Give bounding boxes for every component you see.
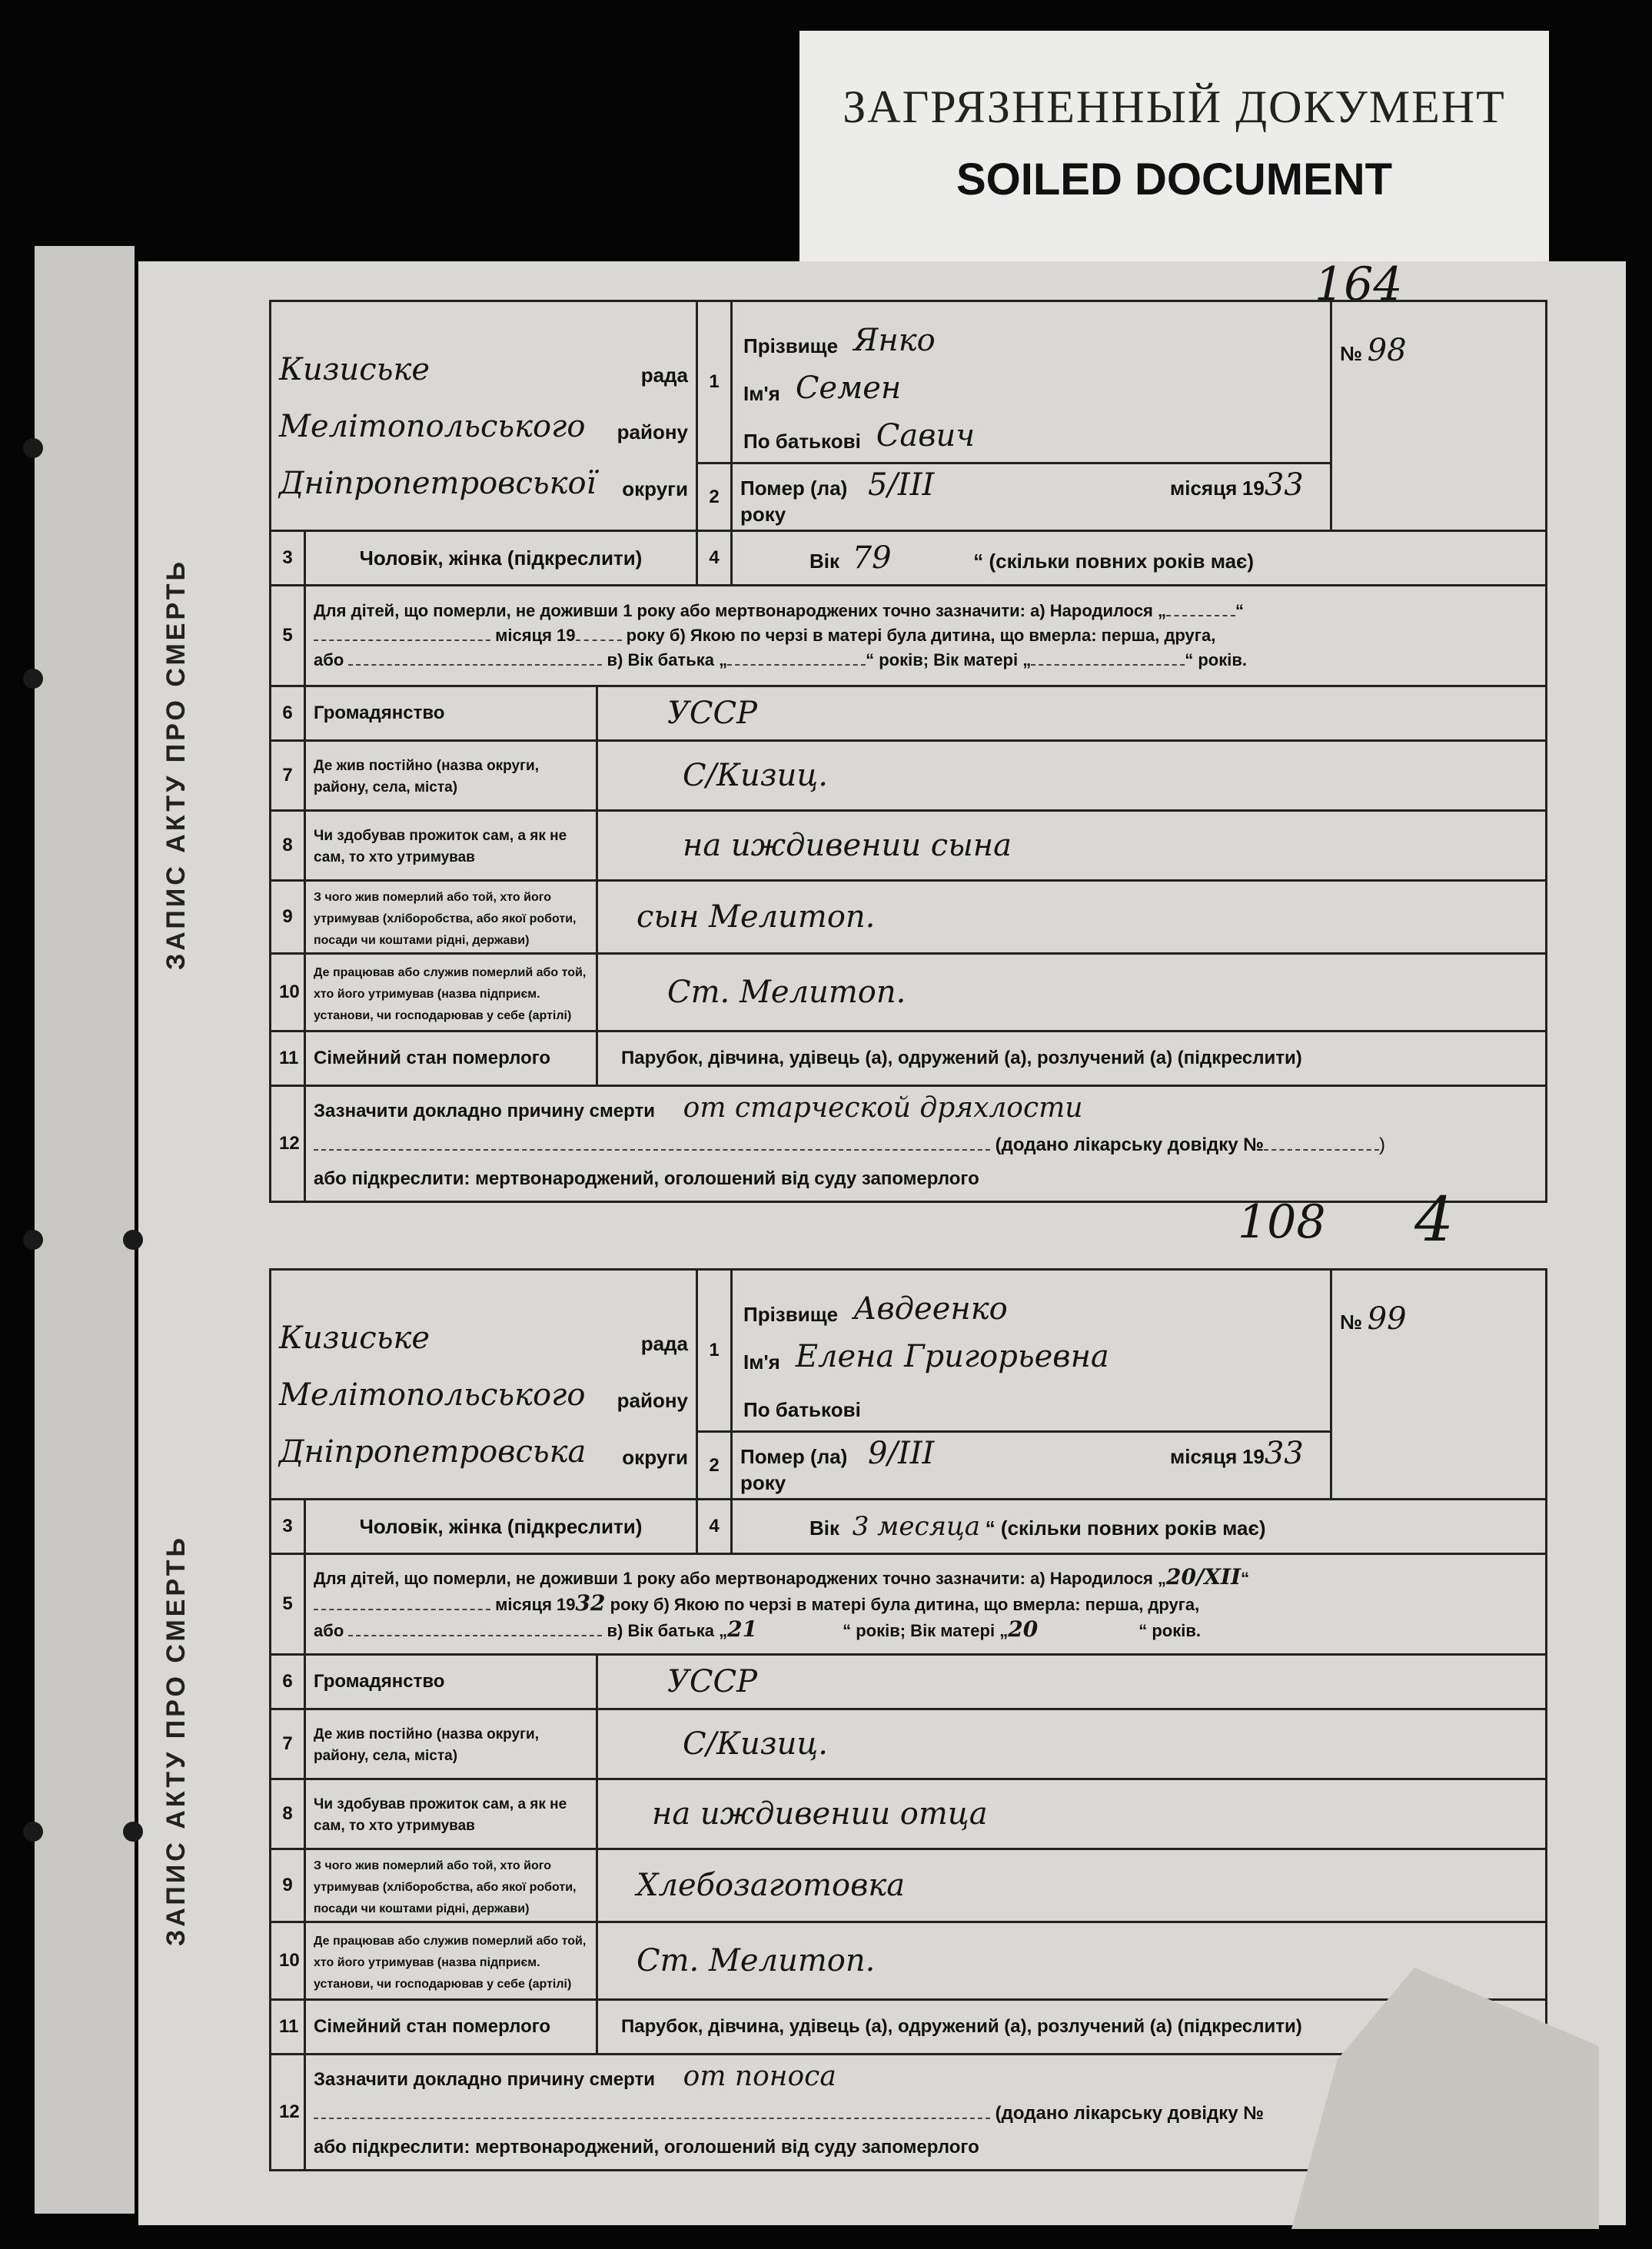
binding-hole bbox=[23, 438, 43, 458]
livelihood-value-cell bbox=[597, 881, 1547, 954]
binding-hole bbox=[123, 1230, 143, 1250]
year-label: року bbox=[740, 1471, 786, 1494]
patronymic-value: Савич bbox=[876, 418, 976, 453]
sex-cell bbox=[305, 531, 697, 586]
livelihood-label-cell bbox=[305, 1849, 597, 1922]
row-number: 9 bbox=[271, 1849, 305, 1922]
surname-label: Прізвище bbox=[743, 334, 839, 357]
row-number: 8 bbox=[271, 811, 305, 881]
record-side-title: ЗАПИС АКТУ ПРО СМЕРТЬ bbox=[161, 559, 191, 971]
workplace-label-cell bbox=[305, 1922, 597, 2000]
cause-cell: Зазначити докладно причину смерти от старческой дряхлости (додано лікарську довідку № ) або підкреслити: мертвонароджений, оголошений від суду запомерлого bbox=[305, 1086, 1547, 1202]
support-label: Чи здобував прожиток сам, а як не сам, то хто утримував bbox=[314, 828, 567, 865]
residence-label-cell bbox=[305, 741, 597, 811]
children-info-cell: Для дітей, що померли, не доживши 1 року або мертвонароджених точно зазначити: а) Народилося „ “ місяця 19 року б) Якою по черзі в матері була дитина, що вмерла: перша, друга, або в) Вік батька „ “ років; Вік матері „ “ років. bbox=[305, 586, 1547, 686]
cause-value: от поноса bbox=[683, 2061, 836, 2092]
age-label: Вік bbox=[809, 550, 840, 573]
row-number: 5 bbox=[271, 586, 305, 686]
age-value: 79 bbox=[852, 540, 892, 576]
row-number: 10 bbox=[271, 954, 305, 1031]
age-value: 3 месяца bbox=[852, 1511, 981, 1542]
row-number: 6 bbox=[271, 686, 305, 741]
row-number: 1 bbox=[697, 301, 732, 463]
cause-value: от старческой дряхлости bbox=[683, 1092, 1083, 1124]
death-record-2 bbox=[269, 1268, 1545, 2171]
row-number: 2 bbox=[697, 1432, 732, 1500]
residence-label-cell bbox=[305, 1709, 597, 1779]
record-number: 98 bbox=[1367, 333, 1407, 368]
support-label: Чи здобував прожиток сам, а як не сам, то хто утримував bbox=[314, 1796, 567, 1834]
number-label: № bbox=[1340, 1311, 1362, 1334]
patronymic-label: По батькові bbox=[743, 430, 861, 453]
record-number: 99 bbox=[1367, 1301, 1407, 1337]
citizenship-value: УССР bbox=[667, 696, 758, 731]
year-label: року bbox=[740, 503, 786, 526]
livelihood-value: Хлебозаготовка bbox=[637, 1868, 906, 1903]
death-label: Помер (ла) bbox=[740, 1445, 848, 1468]
stamp-russian-text: ЗАГРЯЗНЕННЫЙ ДОКУМЕНТ bbox=[843, 81, 1506, 132]
row-number: 6 bbox=[271, 1655, 305, 1709]
row-number: 4 bbox=[697, 531, 732, 586]
children-text-2: місяця 19 bbox=[495, 1595, 576, 1614]
citizenship-value-cell bbox=[597, 1655, 1547, 1709]
rada-value: Кизиське bbox=[279, 352, 430, 387]
father-age: 21 bbox=[727, 1616, 758, 1642]
row-number: 8 bbox=[271, 1779, 305, 1849]
folio-number: 164 bbox=[1315, 257, 1403, 311]
workplace-value: Ст. Мелитоп. bbox=[637, 1943, 876, 1978]
marital-label: Сімейний стан померлого bbox=[314, 2016, 551, 2037]
children-text-7: “ років. bbox=[1138, 1621, 1201, 1640]
certificate-label: (додано лікарську довідку № bbox=[995, 2103, 1265, 2124]
children-info-cell: Для дітей, що померли, не доживши 1 року або мертвонароджених точно зазначити: а) Народилося „20/XII“ місяця 1932 року б) Якою по черзі в матері була дитина, що вмерла: перша, друга, або в) Вік батька „21 “ років; Вік матері „20 “ років. bbox=[305, 1554, 1547, 1655]
children-text-6: “ років; Вік матері bbox=[843, 1621, 996, 1640]
children-text-3: року б) Якою по черзі в матері була дитина, що вмерла: перша, друга, bbox=[626, 626, 1216, 645]
name-value: Елена Григорьевна bbox=[795, 1339, 1109, 1374]
name-label: Ім'я bbox=[743, 382, 780, 405]
name-cell bbox=[732, 301, 1331, 463]
row-number: 10 bbox=[271, 1922, 305, 2000]
support-value: на иждивении отца bbox=[652, 1796, 988, 1832]
death-year: 33 bbox=[1264, 467, 1304, 503]
death-day: 5/III bbox=[868, 467, 935, 503]
row-number: 1 bbox=[697, 1270, 732, 1432]
children-text-3: року б) Якою по черзі в матері була дитина, що вмерла: перша, друга, bbox=[610, 1595, 1200, 1614]
sex-label: Чоловік, жінка (підкреслити) bbox=[359, 1514, 643, 1538]
surname-value: Авдеенко bbox=[853, 1291, 1008, 1327]
stamp-english-text: SOILED DOCUMENT bbox=[956, 154, 1393, 204]
month-label: місяця bbox=[1170, 477, 1238, 500]
raion-value: Мелітопольського bbox=[279, 409, 586, 444]
stillborn-note: або підкреслити: мертвонароджений, оголошений від суду запомерлого bbox=[314, 1168, 979, 1189]
row-number: 7 bbox=[271, 1709, 305, 1779]
citizenship-label-cell bbox=[305, 686, 597, 741]
row-number: 12 bbox=[271, 2055, 305, 2171]
row-number: 11 bbox=[271, 2000, 305, 2055]
marital-label-cell bbox=[305, 1031, 597, 1086]
children-text-5: в) Вік батька bbox=[607, 1621, 714, 1640]
residence-value-cell bbox=[597, 1709, 1547, 1779]
name-value: Семен bbox=[795, 370, 902, 406]
children-text-1: Для дітей, що померли, не доживши 1 року або мертвонароджених точно зазначити: а) Народилося bbox=[314, 601, 1153, 620]
row-number: 12 bbox=[271, 1086, 305, 1202]
workplace-value-cell bbox=[597, 954, 1547, 1031]
residence-label: Де жив постійно (назва округи, району, села, міста) bbox=[314, 758, 539, 796]
support-label-cell bbox=[305, 811, 597, 881]
death-year: 33 bbox=[1264, 1436, 1304, 1471]
workplace-label: Де працював або служив померлий або той, хто його утримував (назва підприєм. установи, чи господарював у себе (артілі) bbox=[314, 966, 587, 1022]
record-number-cell bbox=[1331, 301, 1547, 531]
marital-options: Парубок, дівчина, удівець (а), одружений (а), розлучений (а) (підкреслити) bbox=[621, 2016, 1302, 2037]
residence-value: С/Кизиц. bbox=[683, 1726, 829, 1762]
citizenship-label-cell bbox=[305, 1655, 597, 1709]
citizenship-value: УССР bbox=[667, 1664, 758, 1699]
sex-label: Чоловік, жінка (підкреслити) bbox=[359, 546, 643, 570]
row-number: 11 bbox=[271, 1031, 305, 1086]
death-date-cell: Помер (ла) 9/III місяця 1933 року bbox=[732, 1432, 1331, 1500]
workplace-label: Де працював або служив померлий або той, хто його утримував (назва підприєм. установи, чи господарював у себе (артілі) bbox=[314, 1935, 587, 1991]
livelihood-label: З чого жив померлий або той, хто його утримував (хліборобства, або якої роботи, посади чи коштами рідні, держави) bbox=[314, 891, 577, 947]
folio-number-2: 4 bbox=[1414, 1184, 1454, 1255]
support-label-cell bbox=[305, 1779, 597, 1849]
cause-label: Зазначити докладно причину смерти bbox=[314, 2069, 655, 2090]
age-label: Вік bbox=[809, 1516, 840, 1540]
age-suffix: “ (скільки повних років має) bbox=[973, 550, 1255, 573]
adjacent-page-edge bbox=[35, 246, 135, 2214]
children-text-4: або bbox=[314, 1621, 344, 1640]
raion-label: району bbox=[617, 1389, 689, 1412]
stillborn-note: або підкреслити: мертвонароджений, оголошений від суду запомерлого bbox=[314, 2137, 979, 2158]
row-number: 3 bbox=[271, 531, 305, 586]
name-cell bbox=[732, 1270, 1331, 1432]
children-text-1: Для дітей, що померли, не доживши 1 року або мертвонароджених точно зазначити: а) Народилося bbox=[314, 1569, 1153, 1588]
row-number: 5 bbox=[271, 1554, 305, 1655]
folio-number: 108 bbox=[1238, 1195, 1326, 1249]
registry-office-cell bbox=[271, 301, 697, 531]
citizenship-value-cell bbox=[597, 686, 1547, 741]
children-text-2: місяця 19 bbox=[495, 626, 576, 645]
row-number: 2 bbox=[697, 463, 732, 531]
record-side-title: ЗАПИС АКТУ ПРО СМЕРТЬ bbox=[161, 1535, 191, 1947]
rada-value: Кизиське bbox=[279, 1320, 430, 1356]
cause-label: Зазначити докладно причину смерти bbox=[314, 1101, 655, 1121]
binding-hole bbox=[23, 1230, 43, 1250]
record-number-cell bbox=[1331, 1270, 1547, 1500]
rada-label: рада bbox=[640, 1332, 689, 1355]
support-value-cell bbox=[597, 811, 1547, 881]
rada-label: рада bbox=[640, 364, 688, 387]
binding-hole bbox=[23, 669, 43, 689]
month-label: місяця bbox=[1170, 1445, 1238, 1468]
row-number: 7 bbox=[271, 741, 305, 811]
marital-value-cell bbox=[597, 1031, 1547, 1086]
residence-value: С/Кизиц. bbox=[683, 758, 829, 793]
workplace-label-cell bbox=[305, 954, 597, 1031]
livelihood-value-cell bbox=[597, 1849, 1547, 1922]
certificate-label: (додано лікарську довідку № bbox=[995, 1134, 1265, 1155]
children-text-6: “ років; Вік матері bbox=[866, 650, 1019, 669]
livelihood-label-cell bbox=[305, 881, 597, 954]
binding-hole bbox=[23, 1822, 43, 1842]
sex-cell bbox=[305, 1500, 697, 1554]
mother-age: 20 bbox=[1008, 1616, 1039, 1642]
residence-label: Де жив постійно (назва округи, району, села, міста) bbox=[314, 1726, 539, 1764]
raion-value: Мелітопольського bbox=[279, 1377, 586, 1413]
birth-date: 20/XII bbox=[1166, 1564, 1241, 1590]
children-text-5: в) Вік батька bbox=[607, 650, 714, 669]
workplace-value: Ст. Мелитоп. bbox=[667, 975, 906, 1010]
number-label: № bbox=[1340, 342, 1362, 365]
okruha-value: Дніпропетровської bbox=[279, 466, 597, 501]
binding-hole bbox=[123, 1822, 143, 1842]
death-label: Помер (ла) bbox=[740, 477, 848, 500]
row-number: 3 bbox=[271, 1500, 305, 1554]
residence-value-cell bbox=[597, 741, 1547, 811]
livelihood-label: З чого жив померлий або той, хто його утримував (хліборобства, або якої роботи, посади чи коштами рідні, держави) bbox=[314, 1859, 577, 1915]
age-suffix: “ (скільки повних років має) bbox=[985, 1516, 1266, 1540]
marital-label-cell bbox=[305, 2000, 597, 2055]
support-value: на иждивении сына bbox=[683, 828, 1012, 863]
row-number: 4 bbox=[697, 1500, 732, 1554]
raion-label: району bbox=[617, 420, 688, 443]
surname-label: Прізвище bbox=[743, 1303, 839, 1326]
okruha-label: округи bbox=[622, 477, 688, 500]
death-day: 9/III bbox=[868, 1436, 935, 1471]
age-cell bbox=[732, 531, 1547, 586]
children-text-4: або bbox=[314, 650, 344, 669]
soiled-document-stamp bbox=[799, 31, 1549, 261]
okruha-label: округи bbox=[622, 1446, 689, 1469]
citizenship-label: Громадянство bbox=[314, 703, 445, 723]
registry-office-cell bbox=[271, 1270, 697, 1500]
children-text-7: “ років. bbox=[1185, 650, 1247, 669]
birth-year: 32 bbox=[575, 1590, 606, 1616]
death-record-1 bbox=[269, 300, 1545, 1203]
row-number: 9 bbox=[271, 881, 305, 954]
patronymic-label: По батькові bbox=[743, 1398, 861, 1421]
name-label: Ім'я bbox=[743, 1350, 780, 1374]
okruha-value: Дніпропетровська bbox=[279, 1434, 587, 1470]
surname-value: Янко bbox=[853, 323, 936, 358]
livelihood-value: сын Мелитоп. bbox=[637, 899, 876, 935]
register-page bbox=[138, 257, 1626, 2225]
support-value-cell bbox=[597, 1779, 1547, 1849]
age-cell bbox=[732, 1500, 1547, 1554]
marital-label: Сімейний стан померлого bbox=[314, 1048, 551, 1068]
marital-options: Парубок, дівчина, удівець (а), одружений (а), розлучений (а) (підкреслити) bbox=[621, 1048, 1302, 1068]
citizenship-label: Громадянство bbox=[314, 1671, 445, 1692]
death-date-cell: Помер (ла) 5/III місяця 1933 року bbox=[732, 463, 1331, 531]
